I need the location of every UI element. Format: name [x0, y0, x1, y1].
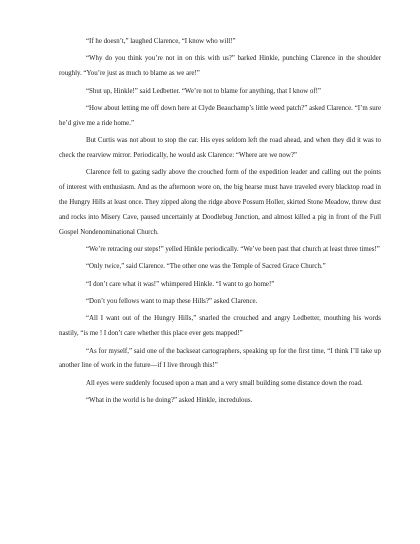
- paragraph: “As for myself,” said one of the backseat cartographers, speaking up for the first time, “I think I’ll take up another line of work in the future—if I live through this!”: [59, 347, 381, 370]
- paragraph: But Curtis was not about to stop the car. His eyes seldom left the road ahead, and when they did it was to check the rearview mirror. Periodically, he would ask Clarence: “Where are we now?”: [59, 137, 381, 159]
- paragraph: “What in the world is he doing?” asked Hinkle, incredulous.: [86, 397, 253, 405]
- paragraph: “We’re retracing our steps!” yelled Hinkle periodically. “We’ve been past that church at least three times!”: [86, 245, 380, 253]
- paragraph: “Only twice,” said Clarence. “The other one was the Temple of Sacred Grace Church.”: [86, 263, 326, 271]
- document-body: [59, 35, 381, 409]
- paragraph: Clarence fell to gazing sadly above the crouched form of the expedition leader and calling out the points of interest with enthusiasm. And as the afternoon wore on, the big hearse must have traveled every blacktop road in the Hungry Hills at least once. They zipped along the ridge above Possum Holler, skirted Stone Meadow, threw dust and rocks into Misery Cave, paused uncertainly at Doodlebug Junction, and almost killed a pig in front of the Full Gospel Nondenominational Church.: [59, 169, 381, 236]
- paragraph: “Shut up, Hinkle!” said Ledbetter. “We’re not to blame for anything, that I know of!”: [86, 87, 321, 95]
- paragraph: “How about letting me off down here at Clyde Beauchamp’s little weed patch?” asked Clarence. “I’m sure he’d give me a ride home.”: [59, 104, 381, 127]
- paragraph: “If he doesn’t,” laughed Clarence, “I know who will!”: [86, 38, 236, 45]
- paragraph: “I don’t care what it was!” whimpered Hinkle. “I want to go home!”: [86, 280, 275, 288]
- paragraph: “All I want out of the Hungry Hills,” snarled the crouched and angry Ledbetter, mouthing his words nastily, “is me ! I don’t care whether this place ever gets mapped!”: [59, 315, 381, 338]
- paragraph: “Don’t you fellows want to map these Hills?” asked Clarence.: [86, 298, 258, 306]
- paragraph: All eyes were suddenly focused upon a man and a very small building some distance down the road.: [86, 379, 363, 387]
- paragraph: “Why do you think you’re not in on this with us?” barked Hinkle, punching Clarence in the shoulder roughly. “You’re just as much to blame as we are!”: [59, 55, 381, 78]
